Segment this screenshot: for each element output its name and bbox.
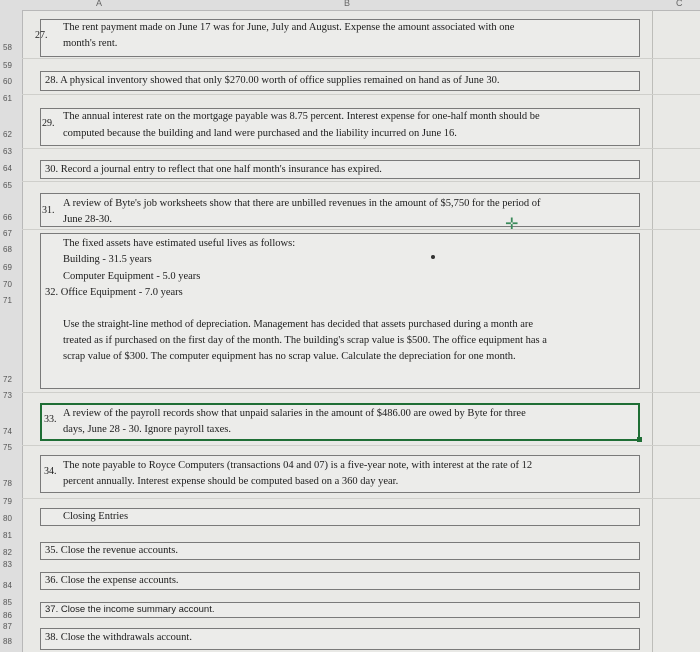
row-number[interactable]: 74 — [3, 427, 12, 436]
item-32-heading: The fixed assets have estimated useful lives as follows: — [63, 238, 296, 249]
row-number[interactable]: 80 — [3, 514, 12, 523]
item-31-line-2: June 28-30. — [63, 214, 112, 225]
column-header-b[interactable]: B — [344, 0, 351, 8]
item-27-line-2: month's rent. — [63, 38, 118, 49]
row-number[interactable]: 60 — [3, 77, 12, 86]
row-number[interactable]: 61 — [3, 94, 12, 103]
row-number[interactable]: 72 — [3, 375, 12, 384]
item-31-number: 31. — [42, 205, 55, 216]
item-32-para-1: Use the straight-line method of depreciation. Management has decided that assets purchased during a month are — [63, 319, 534, 330]
row-number[interactable]: 82 — [3, 548, 12, 557]
row-number[interactable]: 84 — [3, 581, 12, 590]
gridline — [22, 94, 700, 95]
row-number[interactable]: 87 — [3, 622, 12, 631]
item-32-office: 32. Office Equipment - 7.0 years — [45, 287, 183, 298]
item-32-computer: Computer Equipment - 5.0 years — [63, 271, 201, 282]
row-number[interactable]: 85 — [3, 598, 12, 607]
row-number[interactable]: 79 — [3, 497, 12, 506]
row-number[interactable]: 81 — [3, 531, 12, 540]
gridline — [22, 229, 700, 230]
row-number[interactable]: 88 — [3, 637, 12, 646]
row-number[interactable]: 75 — [3, 443, 12, 452]
gridline — [22, 392, 700, 393]
row-number[interactable]: 66 — [3, 213, 12, 222]
item-30-text: 30. Record a journal entry to reflect that one half month's insurance has expired. — [45, 164, 382, 175]
closing-entries-title: Closing Entries — [63, 511, 129, 522]
item-32-para-3: scrap value of $300. The computer equipment has no scrap value. Calculate the depreciation for one month. — [63, 351, 516, 362]
gridline — [22, 148, 700, 149]
item-29-line-2: computed because the building and land were purchased and the liability incurred on June 16. — [63, 128, 457, 139]
row-number[interactable]: 59 — [3, 61, 12, 70]
item-29-number: 29. — [42, 118, 55, 129]
row-number[interactable]: 65 — [3, 181, 12, 190]
row-number[interactable]: 70 — [3, 280, 12, 289]
gridline — [22, 181, 700, 182]
row-number[interactable]: 73 — [3, 391, 12, 400]
column-header-c[interactable]: C — [676, 0, 683, 8]
item-38-text: 38. Close the withdrawals account. — [45, 632, 192, 643]
item-35-text: 35. Close the revenue accounts. — [45, 545, 178, 556]
row-number[interactable]: 58 — [3, 43, 12, 52]
row-number[interactable]: 86 — [3, 611, 12, 620]
item-37-text: 37. Close the income summary account. — [45, 604, 215, 615]
item-27-number: 27. — [35, 30, 48, 41]
gridline — [22, 58, 700, 59]
item-27-line-1: The rent payment made on June 17 was for June, July and August. Expense the amount associated with one — [63, 22, 515, 33]
row-number[interactable]: 78 — [3, 479, 12, 488]
cell-cursor-icon: ✛ — [505, 214, 519, 233]
stray-dot — [431, 255, 435, 259]
closing-entries-cell[interactable] — [40, 508, 640, 526]
item-32-para-2: treated as if purchased on the first day of the month. The building's scrap value is $500. The office equipment has a — [63, 335, 547, 346]
gridline — [22, 445, 700, 446]
row-number[interactable]: 83 — [3, 560, 12, 569]
row-number[interactable]: 69 — [3, 263, 12, 272]
row-number[interactable]: 63 — [3, 147, 12, 156]
item-34-line-1: The note payable to Royce Computers (transactions 04 and 07) is a five-year note, with interest at the rate of 12 — [63, 460, 533, 471]
row-number[interactable]: 64 — [3, 164, 12, 173]
item-32-building: Building - 31.5 years — [63, 254, 152, 265]
item-29-line-1: The annual interest rate on the mortgage payable was 8.75 percent. Interest expense for one-half month should be — [63, 111, 540, 122]
row-number[interactable]: 68 — [3, 245, 12, 254]
row-number[interactable]: 71 — [3, 296, 12, 305]
item-34-number: 34. — [44, 466, 57, 477]
item-33-line-1: A review of the payroll records show that unpaid salaries in the amount of $486.00 are owed by Byte for three — [63, 408, 526, 419]
row-number[interactable]: 67 — [3, 229, 12, 238]
item-28-text: 28. A physical inventory showed that only $270.00 worth of office supplies remained on hand as of June 30. — [45, 75, 500, 86]
row-header-bar — [0, 10, 23, 652]
row-number[interactable]: 62 — [3, 130, 12, 139]
item-34-line-2: percent annually. Interest expense should be computed based on a 360 day year. — [63, 476, 399, 487]
item-31-line-1: A review of Byte's job worksheets show that there are unbilled revenues in the amount of $5,750 for the period of — [63, 198, 541, 209]
fill-handle[interactable] — [637, 437, 642, 442]
item-33-line-2: days, June 28 - 30. Ignore payroll taxes. — [63, 424, 231, 435]
column-header-a[interactable]: A — [96, 0, 103, 8]
column-header-bar — [0, 0, 700, 11]
item-33-number: 33. — [44, 414, 57, 425]
gridline — [22, 498, 700, 499]
column-divider — [652, 10, 653, 652]
item-36-text: 36. Close the expense accounts. — [45, 575, 179, 586]
